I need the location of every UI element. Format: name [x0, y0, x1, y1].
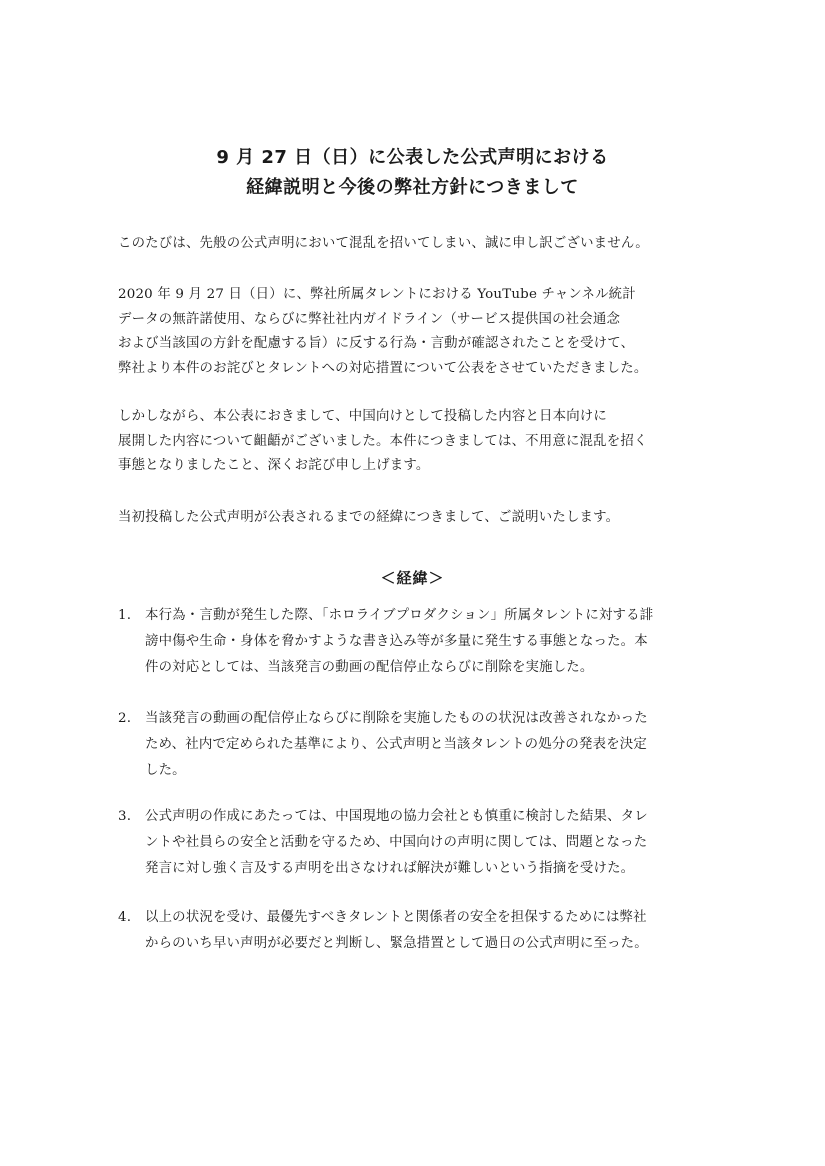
background-paragraph: [118, 283, 718, 381]
list-item-number: 3.: [118, 809, 132, 824]
paragraph-line: および当該国の方針を配慮する旨）に反する行為・言動が確認されたことを受けて、: [118, 336, 635, 351]
list-item-body: [145, 804, 648, 882]
document-title-line-1: 9 月 27 日（日）に公表した公式声明における: [216, 147, 609, 168]
list-item-number: 4.: [118, 910, 132, 925]
paragraph-line: 当初投稿した公式声明が公表されるまでの経緯につきまして、ご説明いたします。: [118, 510, 620, 525]
paragraph-line: 展開した内容について齟齬がございました。本件につきましては、不用意に混乱を招く: [118, 433, 648, 449]
list-item-line: ントや社員らの安全と活動を守るため、中国向けの声明に関しては、問題となった: [145, 835, 648, 850]
list-item-line: ため、社内で定められた基準により、公式声明と当該タレントの処分の発表を決定: [145, 737, 647, 752]
list-item-line: 本行為・言動が発生した際、「ホロライブプロダクション」所属タレントに対する誹: [145, 608, 654, 623]
paragraph-line: このたびは、先般の公式声明において混乱を招いてしまい、誠に申し訳ございません。: [118, 236, 649, 251]
paragraph-line: データの無許諾使用、ならびに弊社社内ガイドライン（サービス提供国の社会通念: [118, 311, 621, 327]
list-item-line: 当該発言の動画の配信停止ならびに削除を実施したものの状況は改善されなかった: [145, 711, 648, 726]
paragraph-line: しかしながら、本公表におきまして、中国向けとして投稿した内容と日本向けに: [118, 409, 607, 424]
list-item-line: 謗中傷や生命・身体を脅かすような書き込み等が多量に発生する事態となった。本: [145, 634, 648, 649]
list-item-line: 発言に対し強く言及する声明を出さなければ解決が難しいという指摘を受けた。: [145, 861, 635, 876]
paragraph-line: 弊社より本件のお詫びとタレントへの対応措置について公表をさせていただきました。: [118, 360, 648, 376]
list-item-body: [145, 603, 653, 681]
list-item-number: 2.: [118, 711, 132, 726]
paragraph-line: 事態となりましたこと、深くお詫び申し上げます。: [118, 458, 430, 473]
list-item-body: [145, 905, 648, 957]
apology-paragraph: [118, 232, 718, 257]
list-item-line: 以上の状況を受け、最優先すべきタレントと関係者の安全を担保するためには弊社: [145, 910, 647, 925]
list-item-number: 1.: [118, 608, 132, 623]
discrepancy-paragraph: [118, 405, 718, 479]
explanation-intro-paragraph: [118, 506, 718, 531]
document-title-line-2: 経緯説明と今後の弊社方針につきまして: [246, 177, 579, 198]
paragraph-line: 2020 年 9 月 27 日（日）に、弊社所属タレントにおける YouTube チャンネル統計: [118, 287, 636, 302]
list-item-body: [145, 706, 648, 784]
list-item-line: からのいち早い声明が必要だと判断し、緊急措置として過日の公式声明に至った。: [145, 936, 648, 951]
list-item-line: 件の対応としては、当該発言の動画の配信停止ならびに削除を実施した。: [145, 660, 594, 675]
section-heading: ＜経緯＞: [380, 569, 445, 587]
list-item-line: 公式声明の作成にあたっては、中国現地の協力会社とも慎重に検討した結果、タレ: [145, 809, 648, 824]
list-item-line: した。: [145, 763, 186, 778]
